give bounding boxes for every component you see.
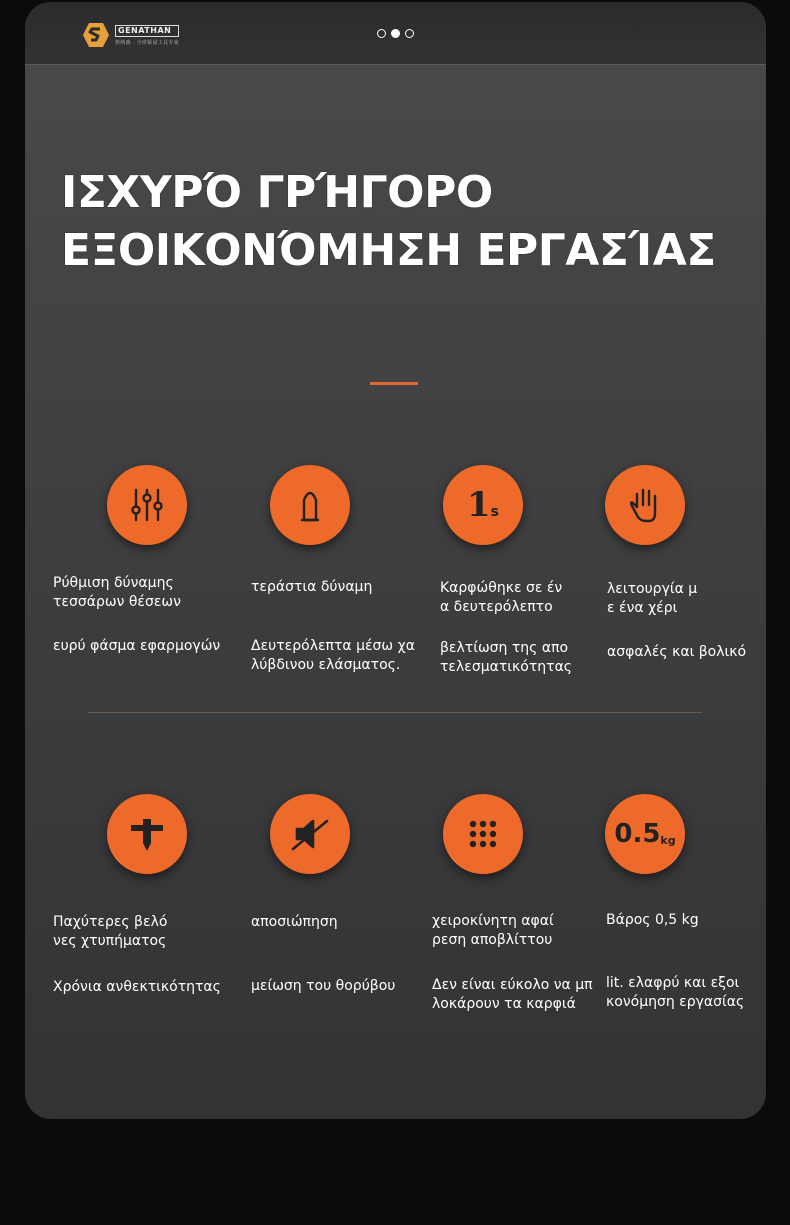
feature-6-desc: μείωση του θορύβου	[251, 978, 396, 994]
feature-6-title: αποσιώπηση	[251, 914, 338, 930]
top-bar	[25, 2, 766, 65]
carousel-dot[interactable]	[377, 29, 386, 38]
nail-icon	[107, 794, 187, 874]
feature-8-title: Βάρος 0,5 kg	[606, 912, 699, 928]
dots-grid-icon	[443, 794, 523, 874]
feature-1-desc: ευρύ φάσμα εφαρμογών	[53, 638, 221, 654]
brand-name: GENATHAN	[115, 25, 179, 37]
feature-8-desc: lit. ελαφρύ και εξοι κονόμηση εργασίας	[606, 975, 745, 1010]
row-divider	[88, 712, 702, 713]
carousel-dot[interactable]	[405, 29, 414, 38]
hand-icon	[605, 465, 685, 545]
sliders-icon	[107, 465, 187, 545]
feature-5-desc: Χρόνια ανθεκτικότητας	[53, 979, 221, 995]
one-second-icon: 1 s	[443, 465, 523, 545]
accent-divider	[370, 382, 418, 385]
feature-7-desc: Δεν είναι εύκολο να μπ λοκάρουν τα καρφιά	[432, 977, 593, 1012]
logo-icon	[82, 22, 110, 48]
product-card	[25, 2, 766, 1119]
carousel-dots	[377, 29, 414, 38]
headline-line-2: ΕΞΟΙΚΟΝΌΜΗΣΗ ΕΡΓΑΣΊΑΣ	[61, 225, 716, 276]
headline-line-1: ΙΣΧΥΡΌ ΓΡΉΓΟΡΟ	[61, 167, 493, 218]
feature-2-title: τεράστια δύναμη	[251, 579, 373, 595]
feature-2-desc: Δευτερόλεπτα μέσω χα λύβδινου ελάσματος.	[251, 638, 415, 673]
mute-icon	[270, 794, 350, 874]
bullet-icon	[270, 465, 350, 545]
brand-logo[interactable]	[82, 22, 179, 48]
carousel-dot-active[interactable]	[391, 29, 400, 38]
feature-1-title: Ρύθμιση δύναμης τεσσάρων θέσεων	[53, 575, 181, 610]
feature-7-title: χειροκίνητη αφαί ρεση αποβλίττου	[432, 913, 554, 948]
brand-tagline: 格纳森 · 全球紧固工具专家	[115, 39, 179, 46]
feature-3-desc: βελτίωση της απο τελεσματικότητας	[440, 640, 573, 675]
headline	[61, 164, 716, 280]
feature-3-title: Καρφώθηκε σε έν α δευτερόλεπτο	[440, 580, 563, 615]
weight-icon: 0.5 kg	[605, 794, 685, 874]
feature-4-desc: ασφαλές και βολικό	[607, 644, 747, 660]
feature-4-title: λειτουργία μ ε ένα χέρι	[607, 581, 698, 616]
feature-5-title: Παχύτερες βελό νες χτυπήματος	[53, 914, 168, 949]
